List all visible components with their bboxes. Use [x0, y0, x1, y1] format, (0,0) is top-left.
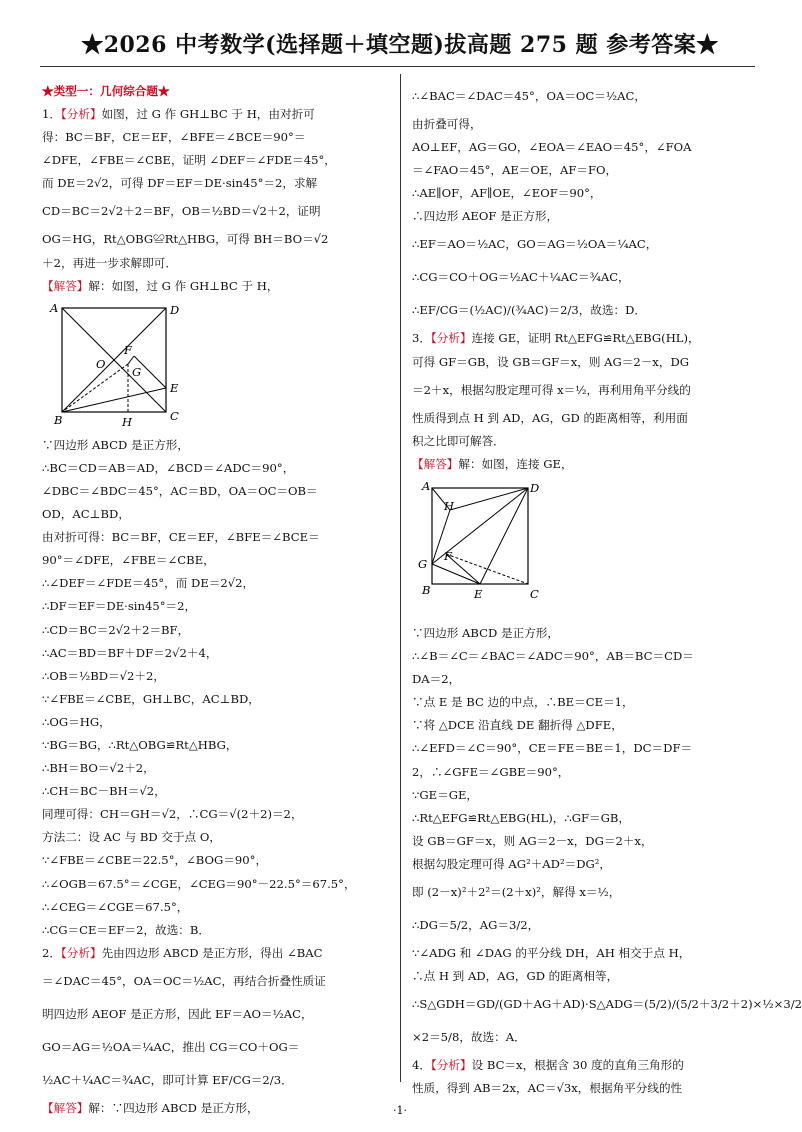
figure-label-f: F [444, 548, 452, 563]
text-line: 性质，得到 AB＝2x，AC＝√3x，根据角平分线的性 [412, 1081, 683, 1096]
text-line: ½AC＋¼AC＝¾AC，即可计算 EF/CG＝2/3． [42, 1072, 293, 1087]
text-line: ∵GE＝GE， [412, 787, 479, 802]
text-line: 90°＝∠DFE，∠FBE＝∠CBE， [42, 553, 215, 568]
text-line: ∵∠FBE＝∠CBE＝22.5°，∠BOG＝90°， [42, 853, 268, 868]
text-line: ＝∠FAO＝45°，AE＝OE，AF＝FO， [412, 163, 618, 178]
text-line: ∴Rt△EFG≌Rt△EBG(HL)，∴GF＝GB， [412, 810, 631, 825]
text-line: 同理可得：CH＝GH＝√2，∴CG＝√(2＋2)＝2， [42, 807, 303, 822]
text-line: ∵∠ADG 和 ∠DAG 的平分线 DH，AH 相交于点 H， [412, 945, 691, 960]
problem-2-analysis-line: 2．【分析】先由四边形 ABCD 是正方形，得出 ∠BAC [42, 945, 323, 960]
text-line: ∴CH＝BC－BH＝√2， [42, 784, 166, 799]
problem-3-figure [416, 480, 546, 618]
text-line: ∴BH＝BO＝√2＋2， [42, 761, 155, 776]
figure-label-b: B [422, 582, 431, 597]
text-line: ×2＝5/8，故选：A． [412, 1030, 526, 1045]
figure-label-a: A [422, 478, 431, 493]
title-divider [40, 66, 755, 67]
problem-1-solution-line: 【解答】解：如图，过 G 作 GH⊥BC 于 H， [42, 278, 279, 293]
figure-label-e: E [170, 380, 179, 395]
left-column [42, 80, 392, 1120]
text-line: ∴四边形 AEOF 是正方形， [412, 209, 559, 224]
text-line: ∴∠B＝∠C＝∠BAC＝∠ADC＝90°，AB＝BC＝CD＝ [412, 649, 694, 664]
text-line: ＋2，再进一步求解即可． [42, 255, 177, 270]
problem-1-analysis-line: 1．【分析】如图，过 G 作 GH⊥BC 于 H，由对折可 [42, 107, 315, 122]
page-number: ·1· [393, 1104, 407, 1117]
solution-tag: 【解答】 [412, 456, 459, 471]
text-line: 性质得到点 H 到 AD，AG，GD 的距离相等，利用面 [412, 410, 688, 425]
analysis-tag: 【分析】 [430, 331, 472, 346]
text-line: 可得 GF＝GB，设 GB＝GF＝x，则 AG＝2－x，DG [412, 354, 689, 369]
text-line: AO⊥EF，AG＝GO，∠EOA＝∠EAO＝45°，∠FOA [412, 140, 692, 155]
analysis-tag: 【分析】 [430, 1058, 472, 1073]
right-column [412, 80, 802, 1100]
text-line: 即 (2－x)²＋2²＝(2＋x)²，解得 x＝½， [412, 884, 621, 899]
text-line: ∠DFE，∠FBE＝∠CBE，证明 ∠DEF＝∠FDE＝45°， [42, 153, 336, 168]
text-line: 由对折可得：BC＝BF，CE＝EF，∠BFE＝∠BCE＝ [42, 530, 320, 545]
text-line: ∴∠BAC＝∠DAC＝45°，OA＝OC＝½AC， [412, 89, 646, 103]
text-line: ∵点 E 是 BC 边的中点，∴BE＝CE＝1， [412, 695, 634, 710]
text-line: ∴BC＝CD＝AB＝AD，∠BCD＝∠ADC＝90°， [42, 460, 295, 475]
text-line: ∴∠OGB＝67.5°＝∠CGE，∠CEG＝90°－22.5°＝67.5°， [42, 876, 356, 891]
text-line: CD＝BC＝2√2＋2＝BF，OB＝½BD＝√2＋2，证明 [42, 204, 321, 219]
figure-label-d: D [530, 480, 540, 495]
text-line: ∴AC＝BD＝BF＋DF＝2√2＋4， [42, 645, 218, 660]
analysis-tag: 【分析】 [60, 945, 102, 960]
text-line: ∴DF＝EF＝DE·sin45°＝2， [42, 599, 197, 614]
text-line: ∠DBC＝∠BDC＝45°，AC＝BD，OA＝OC＝OB＝ [42, 483, 318, 498]
analysis-tag: 【分析】 [60, 107, 102, 122]
column-divider [400, 74, 401, 1082]
text-line: 明四边形 AEOF 是正方形，因此 EF＝AO＝½AC， [42, 1006, 313, 1021]
text-line: 积之比即可解答． [412, 433, 505, 448]
figure-label-h: H [122, 414, 133, 429]
text-line: ∴∠CEG＝∠CGE＝67.5°， [42, 899, 189, 914]
problem-4-analysis-line: 4．【分析】设 BC＝x，根据含 30 度的直角三角形的 [412, 1058, 684, 1073]
figure-label-a: A [50, 300, 59, 315]
text-line: ∴OB＝½BD＝√2＋2， [42, 668, 165, 683]
text-line: OG＝HG，Rt△OBG≌Rt△HBG，可得 BH＝BO＝√2 [42, 232, 329, 247]
text-line: ∴EF＝AO＝½AC，GO＝AG＝½OA＝¼AC， [412, 237, 658, 252]
text-line: ＝∠DAC＝45°，OA＝OC＝½AC，再结合折叠性质证 [42, 973, 326, 988]
text-line: ∴AE∥OF，AF∥OE，∠EOF＝90°， [412, 186, 602, 201]
text-line: ∴CG＝CO＋OG＝½AC＋¼AC＝¾AC， [412, 270, 630, 285]
problem-1-figure [46, 302, 186, 430]
figure-label-g: G [418, 556, 428, 571]
text-line: ∵∠FBE＝∠CBE，GH⊥BC，AC⊥BD， [42, 691, 260, 706]
figure-label-o: O [96, 356, 106, 371]
text-line: 2，∴∠GFE＝∠GBE＝90°， [412, 764, 570, 779]
text-line: ∴DG＝5/2，AG＝3/2， [412, 917, 540, 932]
text-line: DA＝2， [412, 672, 461, 687]
figure-label-g: G [132, 364, 142, 379]
text-line: 方法二：设 AC 与 BD 交于点 O， [42, 830, 221, 845]
text-line: ∵将 △DCE 沿直线 DE 翻折得 △DFE， [412, 718, 623, 733]
figure-label-b: B [54, 412, 63, 427]
text-line: ∵四边形 ABCD 是正方形， [412, 625, 559, 640]
problem-3-solution-line: 【解答】解：如图，连接 GE， [412, 456, 573, 471]
solution-tag: 【解答】 [42, 278, 89, 293]
text-line: 而 DE＝2√2，可得 DF＝EF＝DE·sin45°＝2，求解 [42, 176, 318, 191]
text-line: ∵BG＝BG，∴Rt△OBG≌Rt△HBG， [42, 737, 238, 752]
page-title: ★2026 中考数学(选择题＋填空题)拔高题 275 题 参考答案★ [81, 32, 719, 58]
text-line: 由折叠可得， [412, 117, 482, 131]
text-line: ∵四边形 ABCD 是正方形， [42, 437, 189, 452]
figure-label-f: F [124, 342, 132, 357]
text-line: GO＝AG＝½OA＝¼AC，推出 CG＝CO＋OG＝ [42, 1039, 300, 1054]
text-line: 得：BC＝BF，CE＝EF，∠BFE＝∠BCE＝90°＝ [42, 130, 306, 145]
text-line: ∴∠EFD＝∠C＝90°，CE＝FE＝BE＝1，DC＝DF＝ [412, 741, 693, 756]
figure-label-d: D [170, 302, 180, 317]
text-line: ∴CG＝CE＝EF＝2，故选：B． [42, 922, 210, 937]
text-line: ＝2＋x，根据勾股定理可得 x＝½，再利用角平分线的 [412, 382, 691, 397]
problem-2-solution-line: 【解答】解：∵四边形 ABCD 是正方形， [42, 1100, 259, 1115]
section-title: ★类型一：几何综合题★ [42, 84, 170, 98]
text-line: ∴S△GDH＝GD/(GD＋AG＋AD)·S△ADG＝(5/2)/(5/2＋3/2＋2)×½×3/2 [412, 997, 802, 1012]
figure-label-h: H [444, 498, 455, 513]
figure-label-e: E [474, 586, 483, 601]
problem-3-analysis-line: 3．【分析】连接 GE，证明 Rt△EFG≌Rt△EBG(HL)， [412, 331, 700, 346]
figure-label-c: C [530, 586, 539, 601]
text-line: ∴OG＝HG， [42, 714, 111, 729]
text-line: ∴点 H 到 AD，AG，GD 的距离相等， [412, 969, 619, 984]
text-line: ∴CD＝BC＝2√2＋2＝BF， [42, 622, 190, 637]
text-line: ∴∠DEF＝∠FDE＝45°，而 DE＝2√2， [42, 576, 255, 591]
text-line: OD，AC⊥BD， [42, 507, 130, 522]
text-line: 设 GB＝GF＝x，则 AG＝2－x，DG＝2＋x， [412, 833, 653, 848]
text-line: 根据勾股定理可得 AG²＋AD²＝DG²， [412, 856, 612, 871]
text-line: ∴EF/CG＝(½AC)/(¾AC)＝2/3，故选：D． [412, 303, 646, 318]
figure-label-c: C [170, 408, 179, 423]
solution-tag: 【解答】 [42, 1100, 89, 1115]
